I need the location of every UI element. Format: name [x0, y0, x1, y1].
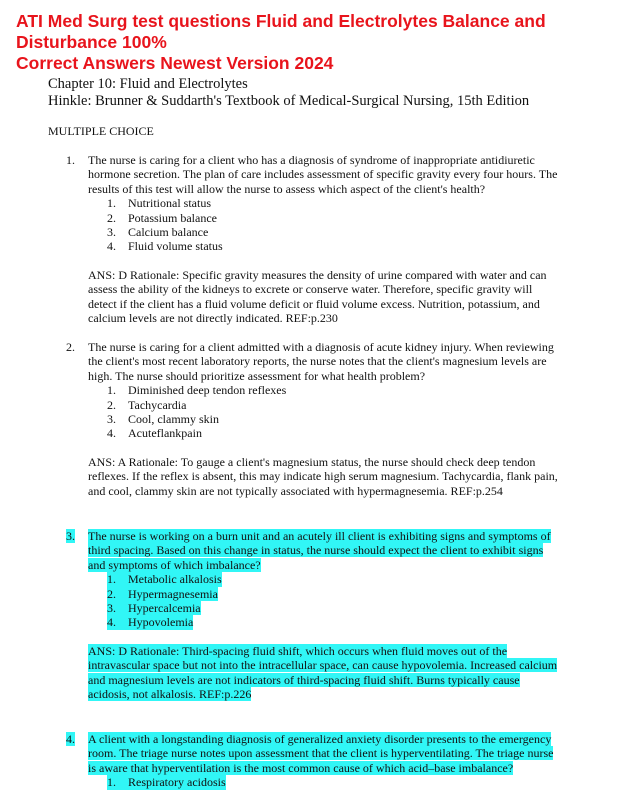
question-2: [66, 340, 576, 498]
question-stem: [88, 732, 576, 775]
answer-line: ANS: A Rationale: To gauge a client's magnesium status, the nurse should check deep tendon: [88, 454, 536, 469]
stem-line: the client's most recent laboratory reports, the nurse notes that the client's magnesium levels are: [88, 354, 547, 369]
answer-rationale: [88, 644, 576, 702]
answer-line: ANS: D Rationale: Specific gravity measures the density of urine compared with water and can: [88, 267, 547, 282]
option-list: [107, 572, 576, 630]
option-item: 1. Diminished deep tendon reflexes: [107, 383, 287, 398]
option-item: 4. Hypovolemia: [107, 615, 194, 630]
option-item: 3. Cool, clammy skin: [107, 412, 219, 427]
option-item: 4. Acuteflankpain: [107, 426, 202, 441]
option-item: 3. Calcium balance: [107, 225, 209, 240]
chapter-heading: [48, 76, 529, 110]
answer-line: and cool, clammy skin are not typically associated with hypermagnesemia. REF:p.254: [88, 483, 503, 498]
option-item: 2. Tachycardia: [107, 397, 187, 412]
document-banner-title: [16, 11, 616, 74]
stem-line: room. The triage nurse notes upon assessment that the client is hyperventilating. The triage nurse: [88, 746, 554, 761]
question-number: 4.: [66, 732, 75, 746]
option-item: 4. Fluid volume status: [107, 239, 223, 254]
section-heading: MULTIPLE CHOICE: [48, 124, 154, 138]
option-item: 2. Hypermagnesemia: [107, 586, 218, 601]
stem-line: is aware that hyperventilation is the most common cause of which acid–base imbalance?: [88, 760, 514, 775]
answer-rationale: [88, 268, 576, 326]
answer-line: detect if the client has a fluid volume deficit or fluid volume excess. Nutrition, potassium, and: [88, 296, 540, 311]
answer-line: calcium levels are not directly indicated. REF:p.230: [88, 311, 338, 326]
banner-line-2: Correct Answers Newest Version 2024: [16, 53, 334, 73]
option-list: [107, 383, 576, 441]
option-item: 1. Respiratory acidosis: [107, 775, 226, 790]
option-item: 2. Potassium balance: [107, 210, 217, 225]
stem-line: and symptoms of which imbalance?: [88, 557, 261, 572]
chapter-title: Chapter 10: Fluid and Electrolytes: [48, 76, 248, 92]
stem-line: hormone secretion. The plan of care includes assessment of specific gravity every four hours. The: [88, 167, 558, 182]
option-item: 1. Metabolic alkalosis: [107, 572, 222, 587]
stem-line: The nurse is caring for a client who has a diagnosis of syndrome of inappropriate antidiuretic: [88, 153, 535, 167]
question-number: 1.: [66, 153, 75, 167]
stem-line: A client with a longstanding diagnosis of generalized anxiety disorder presents to the emergency: [88, 732, 552, 746]
stem-line: results of this test will allow the nurse to assess which aspect of the client's health?: [88, 181, 486, 196]
answer-line: intravascular space but not into the intracellular space, can cause hypovolemia. Increased calcium: [88, 658, 558, 673]
question-number: 2.: [66, 340, 75, 354]
answer-line: acidosis, not alkalosis. REF:p.226: [88, 687, 252, 702]
answer-rationale: [88, 455, 576, 498]
question-stem: [88, 153, 576, 196]
answer-line: ANS: D Rationale: Third-spacing fluid shift, which occurs when fluid moves out of the: [88, 643, 508, 658]
stem-line: third spacing. Based on this change in status, the nurse should expect the client to exhibit signs: [88, 543, 544, 558]
option-list: [107, 775, 576, 789]
stem-line: The nurse is working on a burn unit and an acutely ill client is exhibiting signs and symptoms of: [88, 529, 551, 543]
answer-line: reflexes. If the reflex is absent, this may indicate high serum magnesium. Tachycardia, flank pain,: [88, 469, 558, 484]
banner-line-1: ATI Med Surg test questions Fluid and Electrolytes Balance and Disturbance 100%: [16, 11, 546, 52]
question-4: [66, 732, 576, 790]
question-stem: [88, 529, 576, 572]
answer-line: assess the ability of the kidneys to excrete or conserve water. Therefore, specific gravity will: [88, 282, 533, 297]
stem-line: high. The nurse should prioritize assessment for what health problem?: [88, 368, 426, 383]
option-item: 3. Hypercalcemia: [107, 601, 201, 616]
question-number: 3.: [66, 529, 75, 543]
option-item: 1. Nutritional status: [107, 196, 211, 211]
question-stem: [88, 340, 576, 383]
stem-line: The nurse is caring for a client admitted with a diagnosis of acute kidney injury. When reviewing: [88, 340, 554, 354]
answer-line: and magnesium levels are not indicators of third-spacing fluid shift. Burns typically cause: [88, 672, 520, 687]
question-3: [66, 529, 576, 701]
book-title: Hinkle: Brunner & Suddarth's Textbook of Medical-Surgical Nursing, 15th Edition: [48, 93, 530, 109]
option-list: [107, 196, 576, 254]
question-1: [66, 153, 576, 325]
